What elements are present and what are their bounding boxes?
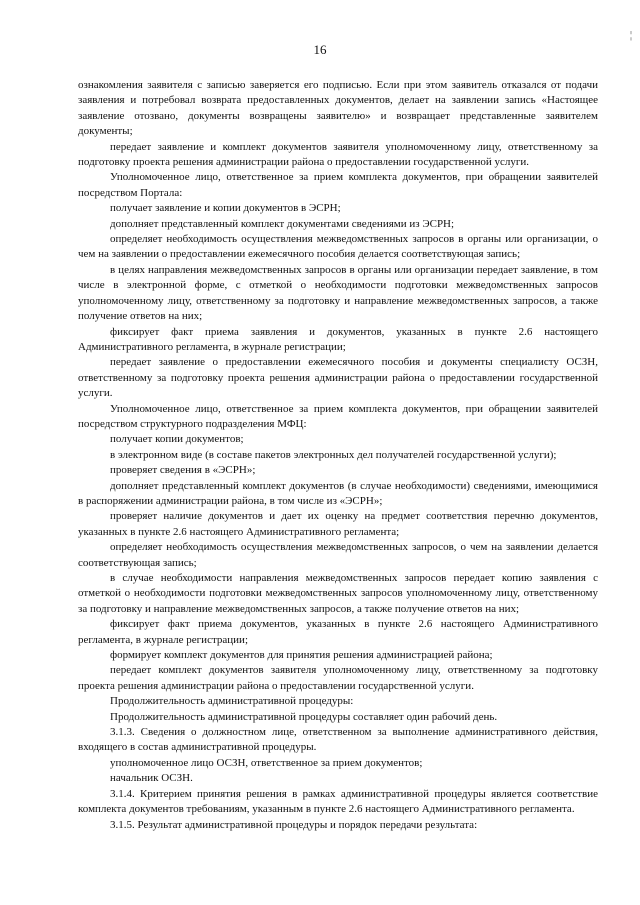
document-body: [78, 78, 598, 833]
paragraph: дополняет представленный комплект документами сведениями из ЭСРН;: [110, 217, 455, 230]
paragraph: фиксирует факт приема заявления и документов, указанных в пункте 2.6 настоящего Административного регламента, в журнале регистрации;: [78, 325, 598, 353]
paragraph: уполномоченное лицо ОСЗН, ответственное за прием документов;: [110, 756, 423, 769]
paragraph: 3.1.5. Результат административной процедуры и порядок передачи результата:: [110, 818, 478, 831]
paragraph: определяет необходимость осуществления межведомственных запросов в органы или организации, о чем на заявлении о предоставлении ежемесячного пособия делается соответствующая запись;: [78, 233, 598, 261]
paragraph: дополняет представленный комплект документов (в случае необходимости) сведениями, имеющимися в распоряжении администрации района, в том числе из «ЭСРН»;: [78, 479, 598, 507]
paragraph: получает копии документов;: [110, 433, 244, 446]
paragraph: Продолжительность административной процедуры составляет один рабочий день.: [110, 710, 498, 723]
paragraph: 3.1.3. Сведения о должностном лице, ответственном за выполнение административного действия, входящего в состав административной процедуры.: [78, 726, 598, 754]
paragraph: ознакомления заявителя с записью заверяется его подписью. Если при этом заявитель отказался от подачи заявления и потребовал возврата предоставленных документов, делает на заявлении запись «Настоящее заявление отозвано, документы возвращены заявителю» и возвращает представленные заявителем документы;: [78, 79, 598, 138]
paragraph: передает заявление о предоставлении ежемесячного пособия и документы специалисту ОСЗН, ответственному за подготовку проекта решения администрации района о предоставлении государственной услуги.: [78, 356, 598, 400]
paragraph: в целях направления межведомственных запросов в органы или организации передает заявление, в том числе в электронной форме, с отметкой о необходимости подготовки межведомственных запросов уполномоченному лицу, ответственному за подготовку и направление межведомственных запросов, а также получение ответов на них;: [78, 263, 598, 323]
paragraph: в электронном виде (в составе пакетов электронных дел получателей государственной услуги);: [110, 448, 557, 461]
paragraph: проверяет наличие документов и дает их оценку на предмет соответствия перечню документов, указанных в пункте 2.6 настоящего Административного регламента;: [78, 510, 598, 538]
paragraph: фиксирует факт приема документов, указанных в пункте 2.6 настоящего Административного регламента, в журнале регистрации;: [78, 618, 598, 646]
paragraph: начальник ОСЗН.: [110, 772, 193, 785]
paragraph: 3.1.4. Критерием принятия решения в рамках административной процедуры является соответствие комплекта документов требованиям, указанным в пункте 2.6 настоящего Административного регламента.: [78, 787, 598, 816]
paragraph: в случае необходимости направления межведомственных запросов передает копию заявления с отметкой о необходимости подготовки межведомственных запросов уполномоченному лицу, ответственному за подготовку и направление межведомственных запросов, а также получение ответов на них;: [78, 572, 598, 615]
page-number: 16: [313, 42, 327, 57]
paragraph: передает комплект документов заявителя уполномоченному лицу, ответственному за подготовку проекта решения администрации района о предоставлении государственной услуги.: [78, 664, 598, 692]
paragraph: Уполномоченное лицо, ответственное за прием комплекта документов, при обращении заявителей посредством Портала:: [78, 171, 598, 199]
paragraph: формирует комплект документов для принятия решения администрацией района;: [110, 649, 493, 662]
paragraph: определяет необходимость осуществления межведомственных запросов, о чем на заявлении делается соответствующая запись;: [78, 541, 598, 569]
paragraph: Продолжительность административной процедуры:: [110, 695, 354, 708]
corner-mark: ¦: [629, 30, 632, 41]
paragraph: передает заявление и комплект документов заявителя уполномоченному лицу, ответственному за подготовку проекта решения администрации района о предоставлении государственной услуги.: [78, 140, 598, 169]
paragraph: получает заявление и копии документов в ЭСРН;: [110, 202, 341, 215]
paragraph: Уполномоченное лицо, ответственное за прием комплекта документов, при обращении заявителей посредством структурного подразделения МФЦ:: [78, 402, 598, 430]
paragraph: проверяет сведения в «ЭСРН»;: [110, 464, 256, 477]
